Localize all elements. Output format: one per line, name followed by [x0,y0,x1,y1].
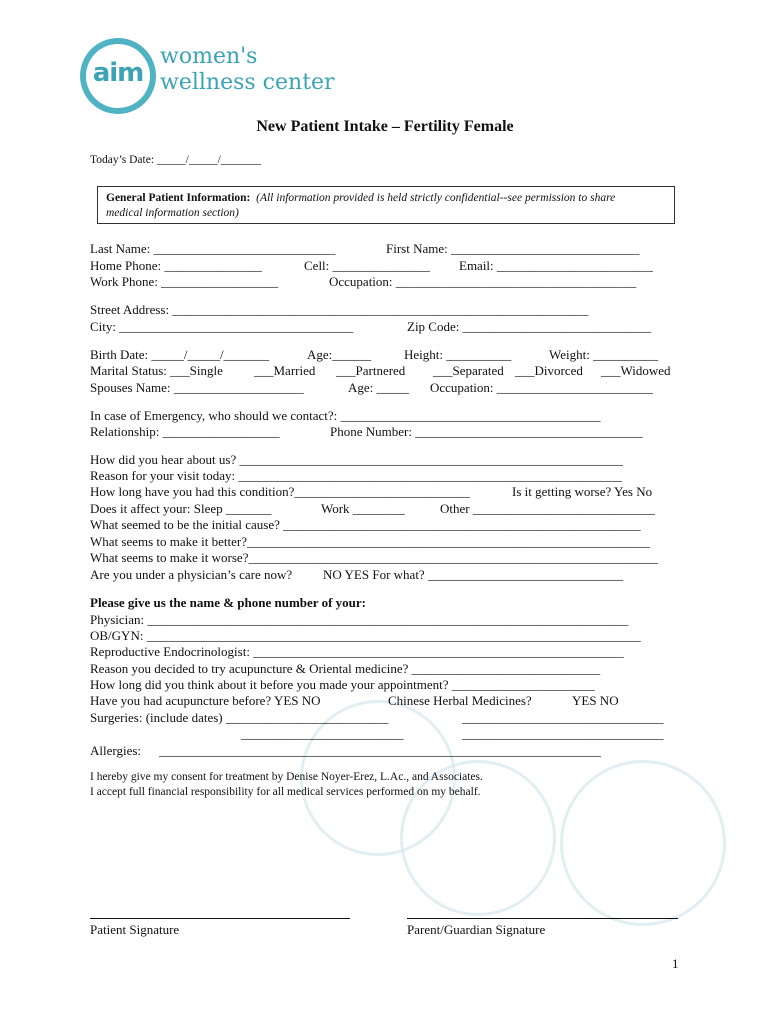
work-phone-field[interactable]: Work Phone: __________________ [90,274,279,289]
logo-mark: aim [92,58,144,88]
marital-single[interactable]: Marital Status: ___Single [90,363,223,378]
marital-partnered[interactable]: ___Partnered [336,363,406,378]
emergency-phone-field[interactable]: Phone Number: ___________________________________ [330,424,643,439]
first-name-field[interactable]: First Name: _____________________________ [386,241,640,256]
marital-separated[interactable]: ___Separated [433,363,504,378]
height-field[interactable]: Height: __________ [404,347,512,362]
todays-date-field[interactable]: Today’s Date: _____/_____/_______ [90,154,262,166]
obgyn-field[interactable]: OB/GYN: ____________________________________________________________________________ [90,628,641,643]
guardian-signature-label: Parent/Guardian Signature [407,922,546,937]
affects-other-field[interactable]: Other ____________________________ [440,501,655,516]
spouse-age-field[interactable]: Age: _____ [348,380,410,395]
watermark-circle-3 [560,760,726,926]
surgeries-field-3[interactable]: _________________________ [241,726,404,741]
acupuncture-reason-field[interactable]: Reason you decided to try acupuncture & Oriental medicine? _____________________________ [90,661,601,676]
endocrinologist-field[interactable]: Reproductive Endocrinologist: _________________________________________________________ [90,644,624,659]
relationship-field[interactable]: Relationship: __________________ [90,424,280,439]
surgeries-field-4[interactable]: _______________________________ [462,726,664,741]
home-phone-field[interactable]: Home Phone: _______________ [90,258,262,273]
page-title: New Patient Intake – Fertility Female [256,118,514,135]
info-box-note-2: medical information section) [106,207,239,219]
surgeries-field[interactable]: Surgeries: (include dates) _________________________ [90,710,389,725]
marital-divorced[interactable]: ___Divorced [515,363,583,378]
appointment-thought-field[interactable]: How long did you think about it before you made your appointment? ______________________ [90,677,595,692]
cell-field[interactable]: Cell: _______________ [304,258,431,273]
logo-line-1: women's [160,44,258,69]
age-field[interactable]: Age:______ [307,347,372,362]
surgeries-field-2[interactable]: _______________________________ [462,710,664,725]
allergies-field[interactable]: ____________________________________________________________________ [159,743,601,758]
birth-date-field[interactable]: Birth Date: _____/_____/_______ [90,347,270,362]
physician-care-field[interactable]: NO YES For what? ______________________________ [323,567,623,582]
marital-married[interactable]: ___Married [254,363,316,378]
providers-heading: Please give us the name & phone number of your: [90,595,367,610]
affects-sleep-field[interactable]: Does it affect your: Sleep _______ [90,501,272,516]
guardian-signature-line[interactable] [407,918,678,919]
logo-line-2: wellness center [160,70,335,95]
city-field[interactable]: City: ____________________________________ [90,319,354,334]
worse-field[interactable]: What seems to make it worse?_______________________________________________________________ [90,550,658,565]
patient-signature-label: Patient Signature [90,922,180,937]
spouse-name-field[interactable]: Spouses Name: ____________________ [90,380,304,395]
condition-duration-field[interactable]: How long have you had this condition?___________________________ [90,484,470,499]
spouse-occupation-field[interactable]: Occupation: ________________________ [430,380,653,395]
visit-reason-field[interactable]: Reason for your visit today: ___________________________________________________________ [90,468,622,483]
physician-care-question: Are you under a physician’s care now? [90,567,293,582]
info-box-note-1: (All information provided is held strictly confidential--see permission to share [256,192,616,204]
page-number: 1 [672,956,679,971]
occupation-field[interactable]: Occupation: _____________________________________ [329,274,637,289]
getting-worse-choice[interactable]: Is it getting worse? Yes No [512,484,653,499]
last-name-field[interactable]: Last Name: ____________________________ [90,241,336,256]
initial-cause-field[interactable]: What seemed to be the initial cause? _______________________________________________________ [90,517,641,532]
marital-widowed[interactable]: ___Widowed [601,363,671,378]
better-field[interactable]: What seems to make it better?______________________________________________________________ [90,534,651,549]
acupuncture-before-choice[interactable]: Have you had acupuncture before? YES NO [90,693,321,708]
info-box-heading: General Patient Information: [106,192,251,204]
affects-work-field[interactable]: Work ________ [321,501,405,516]
herbal-medicines-question: Chinese Herbal Medicines? [388,693,532,708]
emergency-contact-field[interactable]: In case of Emergency, who should we contact?: ________________________________________ [90,408,601,423]
street-address-field[interactable]: Street Address: ________________________________________________________________ [90,302,589,317]
heard-about-us-field[interactable]: How did you hear about us? ___________________________________________________________ [90,452,623,467]
herbal-medicines-choice[interactable]: YES NO [572,693,619,708]
email-field[interactable]: Email: ________________________ [459,258,653,273]
watermark-circle-2 [400,760,556,916]
zip-code-field[interactable]: Zip Code: _____________________________ [407,319,652,334]
patient-signature-line[interactable] [90,918,350,919]
weight-field[interactable]: Weight: __________ [549,347,659,362]
consent-text-1: I hereby give my consent for treatment by Denise Noyer-Erez, L.Ac., and Associates. [90,771,483,783]
info-box [97,186,675,224]
allergies-label: Allergies: [90,743,142,758]
consent-text-2: I accept full financial responsibility for all medical services performed on my behalf. [90,786,481,798]
physician-field[interactable]: Physician: __________________________________________________________________________ [90,612,629,627]
